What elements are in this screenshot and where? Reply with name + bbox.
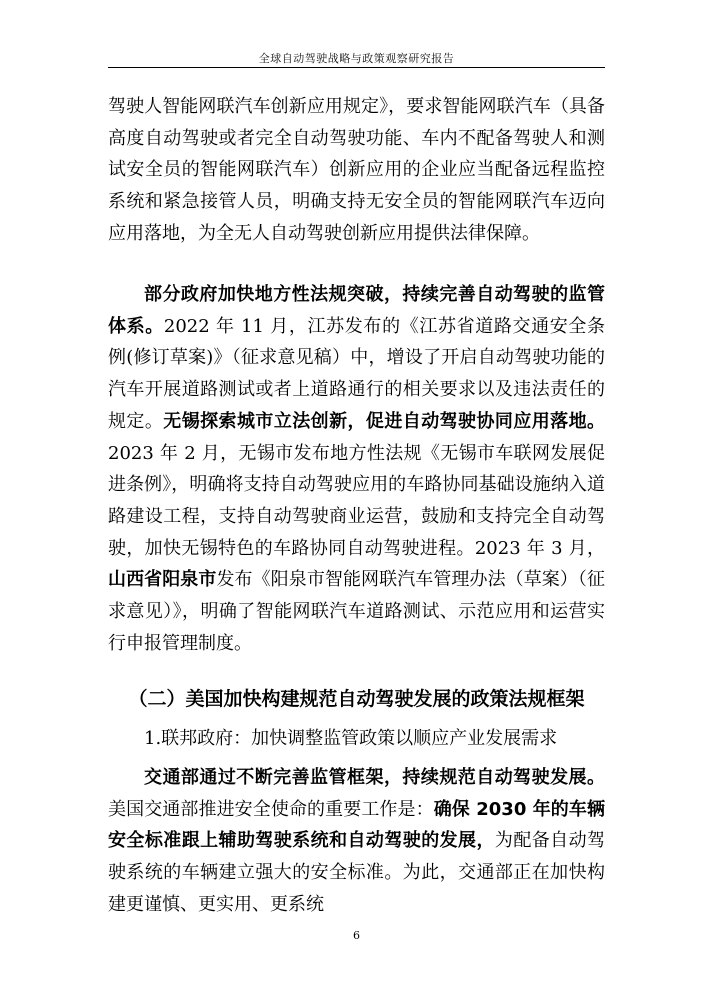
paragraph-3-standards-text: 为配备自动驾驶系统的车辆建立强大的安全标准。为此，交通部正在加快构建更谨慎、更实用、更系统: [108, 830, 606, 915]
paragraph-3-mission-text: 美国交通部推进安全使命的重要工作是：: [108, 798, 434, 820]
running-header: 全球自动驾驶战略与政策观察研究报告: [258, 52, 455, 65]
header-rule: [108, 67, 605, 68]
paragraph-2-yangquan-text: 发布《阳泉市智能网联汽车管理办法（草案）（征求意见）》，明确了智能网联汽车道路测试、示范应用和运营实行申报管理制度。: [108, 569, 606, 654]
paragraph-2-wuxi-bold: 无锡探索城市立法创新，促进自动驾驶协同应用落地。: [163, 410, 606, 432]
paragraph-2-wuxi-text: 2023 年 2 月，无锡市发布地方性法规《无锡市车联网发展促进条例》，明确将支持自动驾驶应用的车路协同基础设施纳入道路建设工程，支持自动驾驶商业运营，鼓励和支持完全自动驾驶，加快无锡特色的车路协同自动驾驶进程。2023 年 3 月，: [108, 442, 605, 559]
paragraph-2-jiangsu-text: 2022 年 11 月，江苏发布的《江苏省道路交通安全条例(修订草案)》（征求意见稿）中，增设了开启自动驾驶功能的汽车开展道路测试或者上道路通行的相关要求以及违法责任的规定。: [108, 315, 605, 432]
paragraph-1-text: 驾驶人智能网联汽车创新应用规定》，要求智能网联汽车（具备高度自动驾驶或者完全自动驾驶功能、车内不配备驾驶人和测试安全员的智能网联汽车）创新应用的企业应当配备远程监控系统和紧急接管人员，明确支持无安全员的智能网联汽车迈向应用落地，为全无人自动驾驶创新应用提供法律保障。: [108, 96, 605, 244]
paragraph-2-text: [108, 279, 605, 659]
paragraph-2-yangquan-bold: 山西省阳泉市: [108, 569, 217, 591]
paragraph-1: [108, 91, 605, 250]
paragraph-2-bold-lead: 部分政府加快地方性法规突破，持续完善自动驾驶的监管体系。: [108, 284, 605, 337]
paragraph-3-2030-bold: 确保 2030 年的车辆安全标准跟上辅助驾驶系统和自动驾驶的发展，: [108, 798, 605, 852]
paragraph-2: [108, 279, 605, 659]
section-heading: （二）美国加快构建规范自动驾驶发展的政策法规框架: [128, 688, 585, 710]
sub-heading: 1.联邦政府：加快调整监管政策以顺应产业发展需求: [144, 728, 558, 749]
page-number: 6: [353, 929, 360, 942]
paragraph-3: [108, 762, 605, 921]
paragraph-3-text: [108, 762, 605, 921]
paragraph-3-bold-lead: 交通部通过不断完善监管框架，持续规范自动驾驶发展。: [144, 767, 605, 788]
